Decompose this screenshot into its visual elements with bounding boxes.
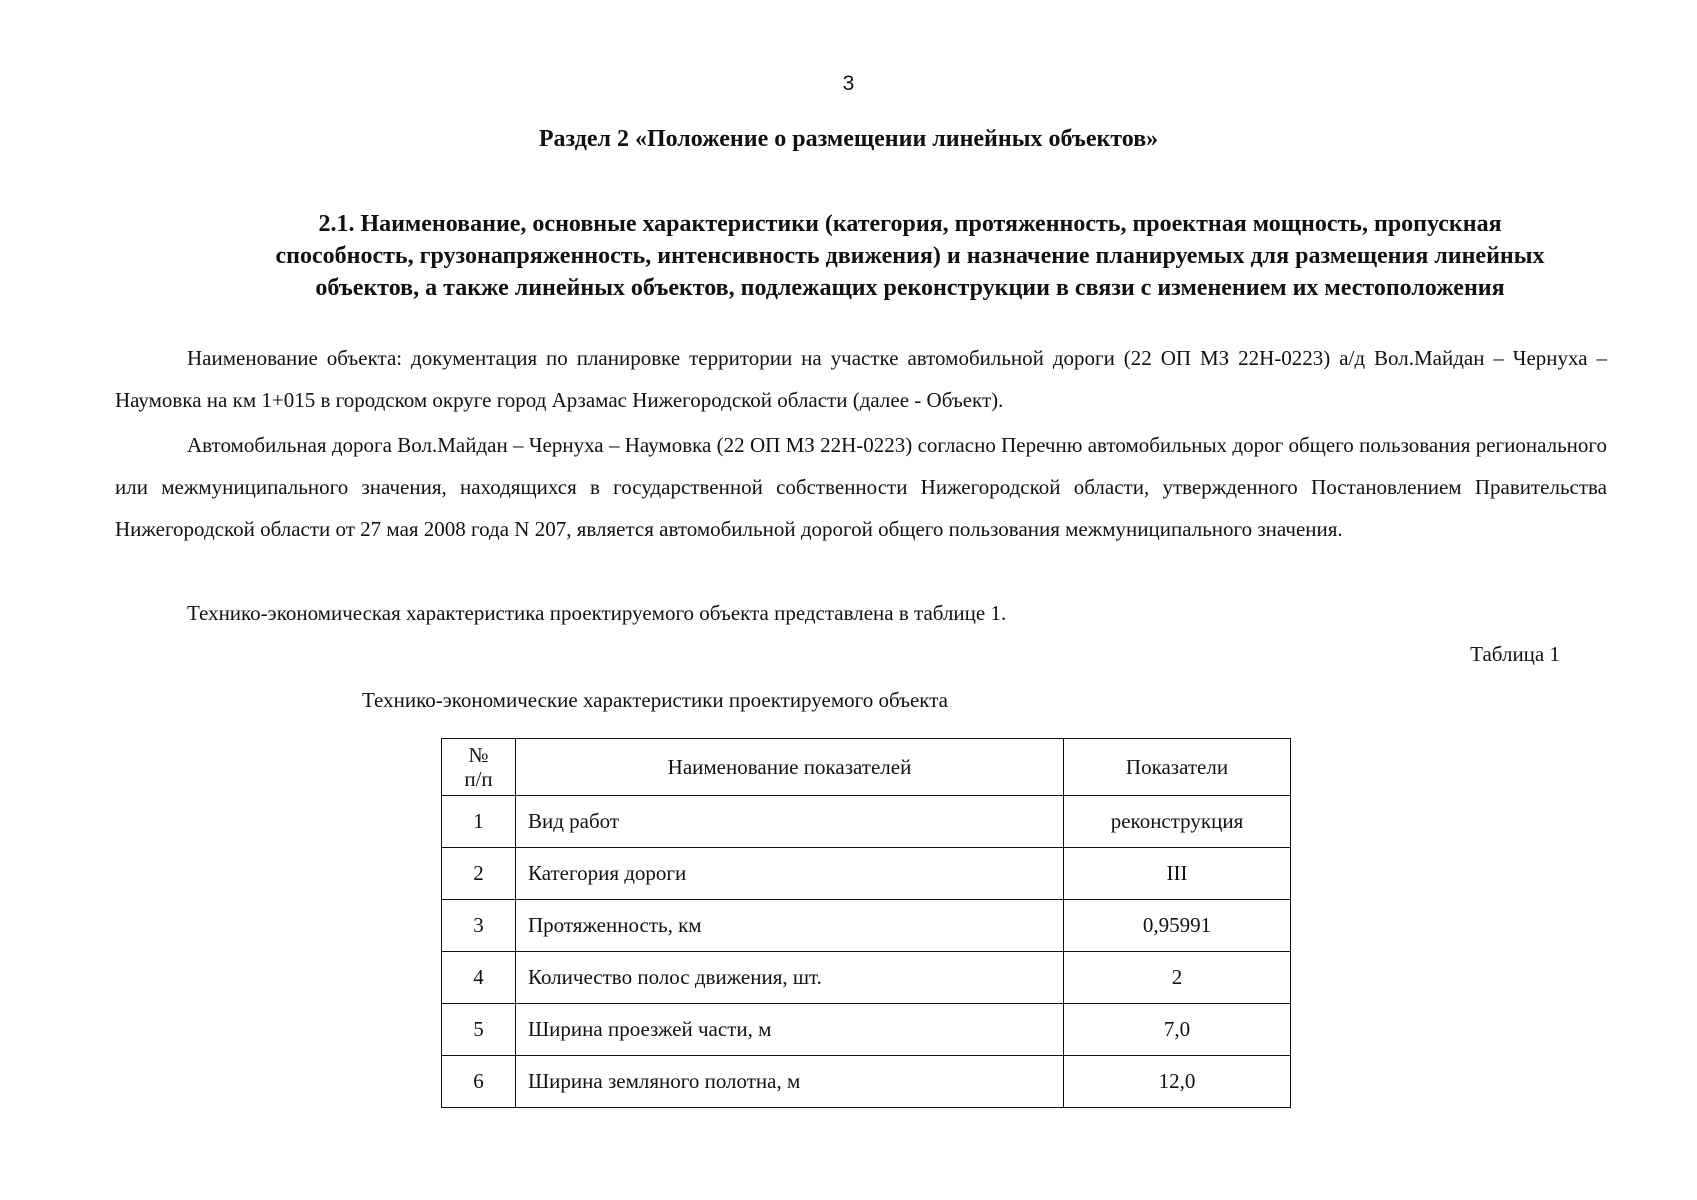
- characteristics-table: [441, 738, 1291, 1108]
- table-row: [442, 952, 1291, 1004]
- table-row: [442, 900, 1291, 952]
- header-number-abbr: п/п: [464, 767, 493, 791]
- header-value: Показатели: [1064, 739, 1291, 796]
- row-number: 4: [442, 952, 516, 1004]
- header-name: Наименование показателей: [516, 739, 1064, 796]
- row-number: 3: [442, 900, 516, 952]
- row-name: Вид работ: [516, 796, 1064, 848]
- subsection-title: Наименование, основные характеристики (категория, протяженность, проектная мощность, пропускная способность, грузонапряженность, интенсивность движения) и назначение планируемых для размещения линейных объектов, а также линейных объектов, подлежащих реконструкции в связи с изменением их местоположения: [275, 211, 1545, 301]
- row-number: 2: [442, 848, 516, 900]
- subsection-number: 2.1.: [318, 211, 355, 237]
- paragraph-road-status: Автомобильная дорога Вол.Майдан – Чернуха – Наумовка (22 ОП МЗ 22Н-0223) согласно Перечню автомобильных дорог общего пользования регионального или межмуниципального значения, находящихся в государственной собственности Нижегородской области, утвержденного Постановлением Правительства Нижегородской области от 27 мая 2008 года N 207, является автомобильной дорогой общего пользования межмуниципального значения.: [115, 433, 1607, 541]
- row-name: Ширина земляного полотна, м: [516, 1056, 1064, 1108]
- row-value: 12,0: [1064, 1056, 1291, 1108]
- table-header-row: [442, 739, 1291, 796]
- row-name: Ширина проезжей части, м: [516, 1004, 1064, 1056]
- row-value: реконструкция: [1064, 796, 1291, 848]
- row-value: 2: [1064, 952, 1291, 1004]
- row-number: 5: [442, 1004, 516, 1056]
- table-label: Таблица 1: [1470, 642, 1560, 666]
- row-number: 6: [442, 1056, 516, 1108]
- table-row: [442, 1056, 1291, 1108]
- page-number: 3: [842, 72, 855, 95]
- table-row: [442, 848, 1291, 900]
- row-name: Категория дороги: [516, 848, 1064, 900]
- section-title: Раздел 2 «Положение о размещении линейных объектов»: [538, 126, 1159, 152]
- table-caption: Технико-экономические характеристики проектируемого объекта: [362, 688, 948, 712]
- row-name: Количество полос движения, шт.: [516, 952, 1064, 1004]
- table-row: [442, 796, 1291, 848]
- header-number-symbol: №: [468, 743, 489, 767]
- subsection-heading: [260, 208, 1560, 304]
- header-number: [442, 739, 516, 796]
- paragraph-table-reference: Технико-экономическая характеристика проектируемого объекта представлена в таблице 1.: [187, 601, 1007, 625]
- table-row: [442, 1004, 1291, 1056]
- row-name: Протяженность, км: [516, 900, 1064, 952]
- row-value: III: [1064, 848, 1291, 900]
- row-value: 0,95991: [1064, 900, 1291, 952]
- row-number: 1: [442, 796, 516, 848]
- row-value: 7,0: [1064, 1004, 1291, 1056]
- paragraph-object-name: Наименование объекта: документация по планировке территории на участке автомобильной дороги (22 ОП МЗ 22Н-0223) а/д Вол.Майдан – Чернуха – Наумовка на км 1+015 в городском округе город Арзамас Нижегородской области (далее - Объект).: [115, 346, 1607, 412]
